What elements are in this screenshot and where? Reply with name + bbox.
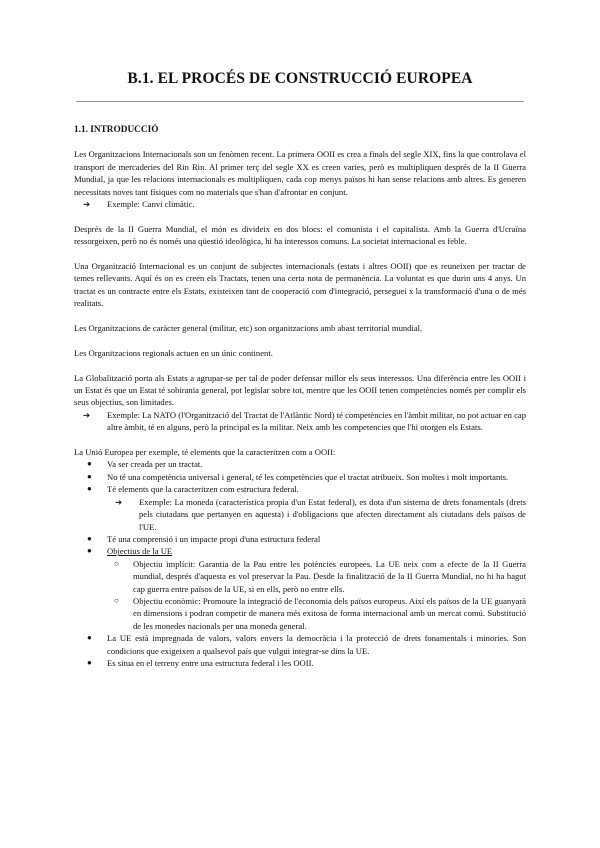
paragraph-globalization: La Globalització porta als Estats a agrupar-se per tal de poder defensar millor els seus interessos. Una diferència entre les OOII i un Estat és que un Estat té sobirania general, pot legislar sobre tot, mentre que les OOII tenen competències només per complir els seus objectius, son limitades.: [74, 372, 526, 408]
list-item: [74, 458, 526, 470]
bullet-icon: ●: [87, 459, 92, 469]
example-nato: [74, 409, 526, 434]
bullet-icon: ●: [87, 657, 92, 667]
objective-item: [107, 595, 526, 632]
list-item-text: Es situa en el terreny entre una estructura federal i les OOII.: [107, 657, 314, 668]
list-item-text: Té una comprensió i un impacte propi d'una estructura federal: [107, 533, 321, 544]
example-text: Exemple: Canvi climàtic.: [107, 199, 195, 210]
paragraph-eu-intro: La Unió Europea per exemple, té elements que la caracteritzen com a OOII:: [74, 447, 336, 458]
arrow-icon: ➔: [83, 199, 91, 210]
paragraph-blocs: Després de la II Guerra Mundial, el món es divideix en dos blocs: el comunista i el capitalista. Amb la Guerra d'Ucraïna ressorgeixen, però no és només una qüestió ideològica, hi ha interessos comuns. La societat internacional es feble.: [74, 223, 526, 247]
section-heading: 1.1. INTRODUCCIÓ: [74, 125, 159, 135]
list-item-text: Va ser creada per un tractat.: [107, 459, 203, 470]
example-climate: [74, 198, 526, 210]
bullet-icon: ●: [87, 633, 92, 643]
eu-characteristics-list: [74, 458, 526, 669]
list-item: [74, 632, 526, 657]
arrow-icon: ➔: [83, 409, 91, 420]
bullet-icon: ●: [87, 546, 92, 556]
document-body: [74, 124, 526, 669]
list-item: [74, 657, 526, 669]
objective-text: Objectiu econòmic: Promoure la integració de l'economia dels països europeus. Així els països de la UE guanyarà en dimensions i podran competir de manera més exitosa de forma internacional amb un mercat comú. Substitució de les monedes nacionals per una moneda general.: [133, 595, 526, 631]
page-title: B.1. EL PROCÉS DE CONSTRUCCIÓ EUROPEA: [127, 70, 473, 87]
arrow-icon: ➔: [115, 496, 123, 507]
bullet-icon: ●: [87, 533, 92, 543]
circle-bullet-icon: ○: [114, 595, 119, 605]
list-item-text: Objectius de la UE: [107, 546, 173, 557]
list-item-text: La UE està impregnada de valors, valors envers la democràcia i la protecció de drets fonamentals i minories. Son condicions que exigeixen a qualsevol país que vulgui integrar-se dins la UE.: [107, 633, 526, 656]
list-item: [74, 483, 526, 533]
paragraph-general-orgs: Les Organitzacions de caràcter general (militar, etc) son organitzacions amb abast territorial mundial.: [74, 323, 423, 334]
list-item: [74, 545, 526, 632]
paragraph-intro: Les Organitzacions Internacionals son un fenòmen recent. La primera OOII es crea a finals del segle XIX, fins la que controlava el transport de mercaderies del Rin Rin. Al primer terç del segle XX es creen varies, però es multipliquen després de la II Guerra Mundial, ja que les relacions internacionals es multipliquen, cada cop menys països hi han sense relacions amb altres. Es generen necessitats noves tant físiques com no materials que s'han d'afrontar en conjunt.: [74, 149, 526, 197]
title-divider: [76, 101, 524, 102]
eu-objectives-list: [107, 558, 526, 632]
example-text: Exemple: La NATO (l'Organització del Tractat de l'Atlàntic Nord) té competències en l'àmbit militar, no pot actuar en cap altre àmbit, té en alguns, però la principal es la militar. Neix amb les competencies que l'hi otorgen els Estats.: [107, 409, 526, 433]
bullet-icon: ●: [87, 471, 92, 481]
list-item-text: Té elements que la caracteritzen com estructura federal.: [107, 484, 299, 495]
paragraph-definition: Una Organització Internacional es un conjunt de subjectes internacionals (estats i altres OOII) que es reuneixen per tractar de temes rellevants. Aquí és on es creen els Tractats, tenen una certa nota de permanència. La voluntat es que durin uns 4 anys. Un tractat es un contracte entre els Estats, existeixen tant de cooperació com d'integració, perseguei x la transformació d'una o de més realitats.: [74, 261, 526, 309]
list-item-text: No té una competència universal i general, té les competències que el tractat atribueix. Son moltes i molt importants.: [107, 471, 509, 482]
list-item: [74, 471, 526, 483]
objective-item: [107, 558, 526, 595]
example-text: Exemple: La moneda (característica propia d'un Estat federal), es dota d'un sistema de drets fonamentals (drets pels ciutadans que pertanyen en aquesta) i d'obligacions que afecten directament als ciutadans dels països de l'UE.: [139, 496, 526, 532]
example-currency: [107, 496, 526, 533]
list-item: [74, 533, 526, 545]
paragraph-regional-orgs: Les Organitzacions regionals actuen en un únic continent.: [74, 347, 273, 358]
objective-text: Objectiu implícit: Garantia de la Pau entre les potències europees. La UE neix com a efecte de la II Guerra mundial, després d'aquesta es vol preservar la Pau. Desde la finalització de la II Guerra Mundial, no hi ha hagut cap guerra entre països de la UE, si en ells, però no entre ells.: [133, 558, 526, 594]
circle-bullet-icon: ○: [114, 558, 119, 568]
bullet-icon: ●: [87, 484, 92, 494]
